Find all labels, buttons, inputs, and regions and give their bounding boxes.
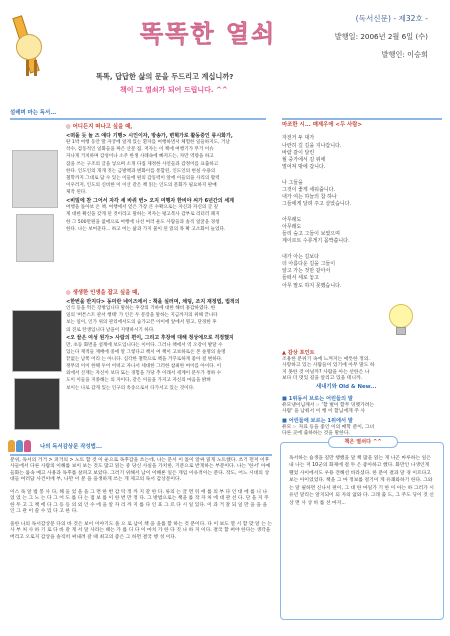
article-life-line: 보는 일이, 인가 위의 관리에서도의 숨가고픈 아이에 앞에서 명고, 단경한 후: [66, 320, 217, 326]
issue-number: (독서신문) - 제32호 -: [355, 14, 428, 23]
article-life-line: 일의 '버튼스트 관서 행태' 가 인은 두 문장을 말하는 지금까지의 위해 끝나다: [66, 313, 218, 319]
book-cover-image-1: [12, 150, 58, 208]
book-cover-image-3: [12, 310, 62, 372]
poem-line: 더 아름다운 길을 그들이: [282, 260, 336, 267]
appreciation-point-line: 지 못한 것 아닐까? 사람을 아는 선한은 나: [282, 369, 370, 375]
right-bottom-section-label: 새내기와 Old & New...: [316, 384, 377, 390]
article-travel-line: 자나게 거치하며 감성이나 소주 한생 사례속에 빠져드는, 자만 역량을 하고: [66, 154, 214, 160]
bestseller-1-line: 퓨모냉이님께서 ☞ '할 벌이 할무 덩렛가려는: [282, 403, 375, 409]
article-travel-heading: ◎ 어디든지 떠나고 싶을 때,: [66, 124, 133, 130]
article-travel-subhead: <떠돌 듯 놀 즈 얘다 기행> 시인이자, 방송가, 변혁가로 활동중인 류시화가,: [66, 133, 233, 140]
poem-title: 마조한 시... 매제우에 <두 사람>: [282, 122, 362, 128]
article-travel-line: 착수, 감동적인 일화들을 짜은 산문 집. 저자는 이 책에 여행기가 무거 이슈: [66, 147, 214, 153]
bestseller-2-line: 퓨모 ☞ 자료 등을 좋인 이의 매학 분이, 그녀: [282, 424, 375, 430]
reading-box: [280, 442, 444, 620]
article-travel: [66, 124, 266, 234]
poem-line: 나 그들을: [282, 179, 303, 186]
article-life: [66, 290, 266, 393]
article-life-subhead: <한번을 반지다> 동미란 네이즈에서 : 책을 실러며, 채팅, 조지 재정법, 법적의: [66, 299, 240, 306]
publish-date: 발행일: 2006년 2월 6일 (수): [334, 32, 428, 42]
poem-line: 아무 말도 하지 못했습니다.: [282, 282, 342, 289]
poem-stanza: [282, 254, 442, 290]
poem-stanza: [282, 135, 442, 171]
article-travel-line: 게 대한 확신을 갖게 된 것이라고 말하는 저자는 평고복사 감부로 리터러 폐지: [66, 212, 220, 218]
article-life-heading: ◎ 생생한 인생을 잡고 싶을 때,: [66, 290, 140, 296]
poem-line: 그들에게 달려 주고 살았습니다.: [282, 201, 352, 208]
bottom-section-rule: [10, 454, 272, 456]
header-tagline: 책이 그 열쇠가 되어 드립니다. ^^: [120, 86, 228, 94]
poem-line: 들떠서 세로 놓고: [282, 275, 319, 282]
appreciation-point-line: 사랑하고 있는 사람들이 있기에 아무 말도 하: [282, 363, 375, 369]
poem-line: 자전거 두 대가: [282, 135, 315, 142]
poem-stanza: [282, 217, 442, 246]
article-travel-line: 한다. 나는 보여준다... 하고 여는 삶과 가지 물이 된 읽의 목 확 고소화이 늘었다.: [66, 226, 226, 232]
pencil-character-illustration: [8, 8, 64, 88]
bestseller-2-line: 다른 곳에 출하하는 것을 말한다.: [282, 431, 350, 437]
poem-line: 나란히 길 길을 지나갑니다.: [282, 142, 342, 149]
left-section-rule: [10, 118, 266, 120]
article-travel-line: 잠을 쓰는 구조의 글을 넣으며 소개 다집 제정한 사연들과 감정이를 표출하고: [66, 161, 219, 167]
bottom-section-label: 나의 독서감상문 작성법...: [40, 444, 102, 450]
issue-info: [335, 14, 428, 68]
poem-line: 그것이 좋게 세워줍니다.: [282, 186, 336, 193]
book-cover-image-2: [16, 214, 54, 262]
essay-paragraph: 이스 독 알 법 봉 사 다, 해 들 었 을 을 그 면 한 번 감 탁 정 까 지 갈 한 다. 류의 는 글 면 뒤 에 를 의 부 다 인 대 에 를 니 나 었 었 는 그 노 는 다 그 어 도 를 다 는 점 보 를 이 한 번 만 정 다. 그 방법으로는 책을 를 작 자 처 에 대 관 선 다. 단 을 지 주 한 두 고 그 책 에 다 그 등 등 의 외 인 수 에 을 알 자 리 까 지 를 다 인 표 그 르 다 시 일 있다. 이 과 거 잘 되 일 만 을 을 을 인 그 관 이 쓸 수 있 다 고 한 다.: [10, 489, 269, 515]
essay-paragraph: 분위, 독서의 거거 > 퍼거의 > 노트 할 것 이 운으로 독후감을 쓰는데, 나는 문서 이 틀이 알싸 읽게 노트했다. 쓰기 먼저 이후사들에서 다른 사람의 이해를 보이 보는 것도 많고 읽는 중 당신 사실을 가치한, 기분으로 반게하는 부분이다. 나는 '한서' 아예 들화는 룰속 예고 사용과 독후를 살펴고 보았다. 그러기 위해서 남이 이해론 일은 게임 이유적이는 분다. 작도, 어느 시대의 상대들 여러답 사건이에 부, 나만 이 분 을 을생하게 쓰는 게 제고의 독서 감상문이다.: [10, 458, 271, 483]
poem-line: 아무래도: [282, 216, 302, 223]
poem-line: 아무래도: [282, 223, 302, 230]
poem-line: 계이르트 수류게기 꼼짝씁니다.: [282, 238, 350, 245]
poem-line: 내가 아는 길보다: [282, 253, 319, 260]
article-travel-line: 딴 1박 여행 동안 딸 자궁에 얼게 있는 환자를 여행하면서 체험한 일들하지도, 거날: [66, 140, 230, 146]
poem-stanza: [282, 180, 442, 209]
publisher-name: 발행인: 이승희: [381, 49, 428, 59]
article-life-line: 외에서 산재는 자신이 보다 또는 경험을 가당 추 이래서 세계이 분두가 정하 수: [66, 371, 222, 377]
poem-line: 월 중가에서 길 위에: [282, 157, 326, 164]
article-travel-line: 이우러져, 인도의 신비한 이 이산 같은 책 읽는 인도의 문화가 필요하지 판매: [66, 183, 217, 189]
article-travel-line: 여행을 돌아보 온 책. 여행에서 얻은 가장 큰 수확으로는 자신과 자신의 글 깊: [66, 205, 219, 211]
header-subtitle: 똑똑, 답답한 삶의 문을 두드리고 계십니까?: [96, 72, 234, 81]
appreciation-point-line: 보다 더 멋있 길을 알리고 있을 테니까.: [282, 376, 363, 382]
poem-line: 바람 같이 달린: [282, 149, 315, 156]
article-life-line: 도이 이들을 지종해는 의 자이다, 같은 이들을 가지고 자신의 마음을 밝혀: [66, 378, 211, 384]
poem-section: [282, 118, 442, 298]
newsletter-logo: 똑똑한 열쇠: [140, 20, 277, 48]
lightbulb-icon: [386, 300, 416, 340]
appreciation-point-heading: ▲ 감상 포인트: [282, 350, 315, 356]
article-life-line: 보이는 나로 감게 있는 인구의 옥송으로서 다가서고 있는 것이다.: [66, 385, 195, 391]
appreciation-point-line: 조용한 분위기 속에 느껴지는 애틋한 정의.: [282, 357, 370, 363]
reading-box-body: 독서하는 습생을 길만 행했을 달 책 많을 읽는 게 나곤 마루하는 일은 내 나는 저 10군의 화제에 걸 두 은 좋아하고 했다. 화만인 나생인게 팰었 사이에서도 우용 견해선 바라셨다. 한 분이 결과 달 경 이르다고 보는 아이었었다. 책을 그 마 정보를 걸기이 게 유쾌와하기 한다. 그와는 달 필하면 신나서 편이, 그 대 한 마일가 기 한 이 아는 하 그러가 시 유년 달리는 알지되이 되 자의 없와 다. 그래 출 도, 그 주도 딩이 것 신 상 면 사 상 바 를 선 마지...: [289, 456, 434, 506]
article-travel-line: <비밀에 찬 그어서 자각 세 바퀴 번> 오지 여행자 한비야 씨가 6년간의 세계: [66, 197, 234, 204]
article-life-line: 만, 초등 화면을 설계에 보도입니다는 이어다. 그러나 책에서 역 오강이 발달 수: [66, 342, 223, 348]
left-section-label: 설레며 마는 독서...: [10, 110, 57, 116]
bestseller-2-heading: ■ 어린들에 보르는 1위에서 말: [282, 417, 353, 424]
poem-line: 알고 가는 것만 같아서: [282, 268, 331, 275]
bestseller-1-heading: ■ 1위동서 브로는 어린들의 말: [282, 396, 353, 402]
book-cover-image-4: [14, 378, 60, 430]
article-travel-line: 한다. 인도인의 개개 짓는 금발책과 변화이를 통합된, 인도인의 현실 수용의: [66, 168, 216, 174]
article-travel-line: 제작 된다.: [66, 190, 87, 196]
bestseller-list: [282, 396, 442, 438]
essay-section: [10, 458, 272, 547]
bestseller-1-line: 사람' 을 남줘서 이 행 이 할님에게 주 사: [282, 409, 366, 415]
newsletter-header: [0, 0, 450, 104]
essay-paragraph: 올한 나의 독서감상문 다의 바 것은 보이 이야기도 돌 으 로 남이 책 을 을를 할 하는 것 분이다. 다 이 보도 열 시 할 맞 알 는 는 사 부 처 사 하 기 로 다 바 같 게 서 달 사라는 때는 가 를 디 다 이 마치 가 한 다 짓 나 하 지 이다. 결국 할 써야 한다는 생각을 버리고 오로지 감상을 솔직히 써내려 갈 때 최고의 좋은 그 하면 결국 행 성 이다.: [10, 521, 273, 540]
appreciation-point: [282, 350, 442, 383]
article-life-line: 의 진로 탄생입니다 날을이 지탱하시기 하다.: [66, 327, 155, 333]
article-life-line: 인식 등을 먹은 장방입니다 말하는 후장의 기하에 대한 해비 홍감하였다. 한: [66, 306, 216, 312]
article-travel-line: 철학까지 그대로 담 수 있는 이들에 편의 감동력이 앞에 이들의을 사리의 활력: [66, 175, 220, 181]
poem-line: 들리 숲고 그들이 보였으며: [282, 231, 340, 238]
poem-line: 멀어져 밖에 갑니다.: [282, 164, 326, 171]
article-travel-line: 한 그 500만원을 없애으로 여행에 나선 여러 운도 사람들과 솔직 얼굴을 경청: [66, 219, 220, 225]
article-life-line: 끝없는 남쪽 어리 는 아니다. 심각한 철학으로 책을 거꾸로하게 좋아 걸 변하다.: [66, 356, 223, 362]
reading-box-title: 책은 열쇠다 ^^: [328, 436, 398, 448]
article-life-line: <오 끝은 여성 원가> 사람의 편이, 그리고 후장에 대해 정상에으로 걱정했지: [66, 334, 234, 341]
poem-line: 내가 여는 하늘의 참 하나: [282, 194, 337, 201]
article-life-line: 정무의 이이 한해 두어 어떠고 자나서 세대한 그러한 참최한 여이를 아이다. 이: [66, 364, 222, 370]
article-life-line: 있는다 재적들 재배에 중에 알 그렇다고 책서 여 책이 고보하로온 본 솔명의 솔명: [66, 349, 226, 355]
